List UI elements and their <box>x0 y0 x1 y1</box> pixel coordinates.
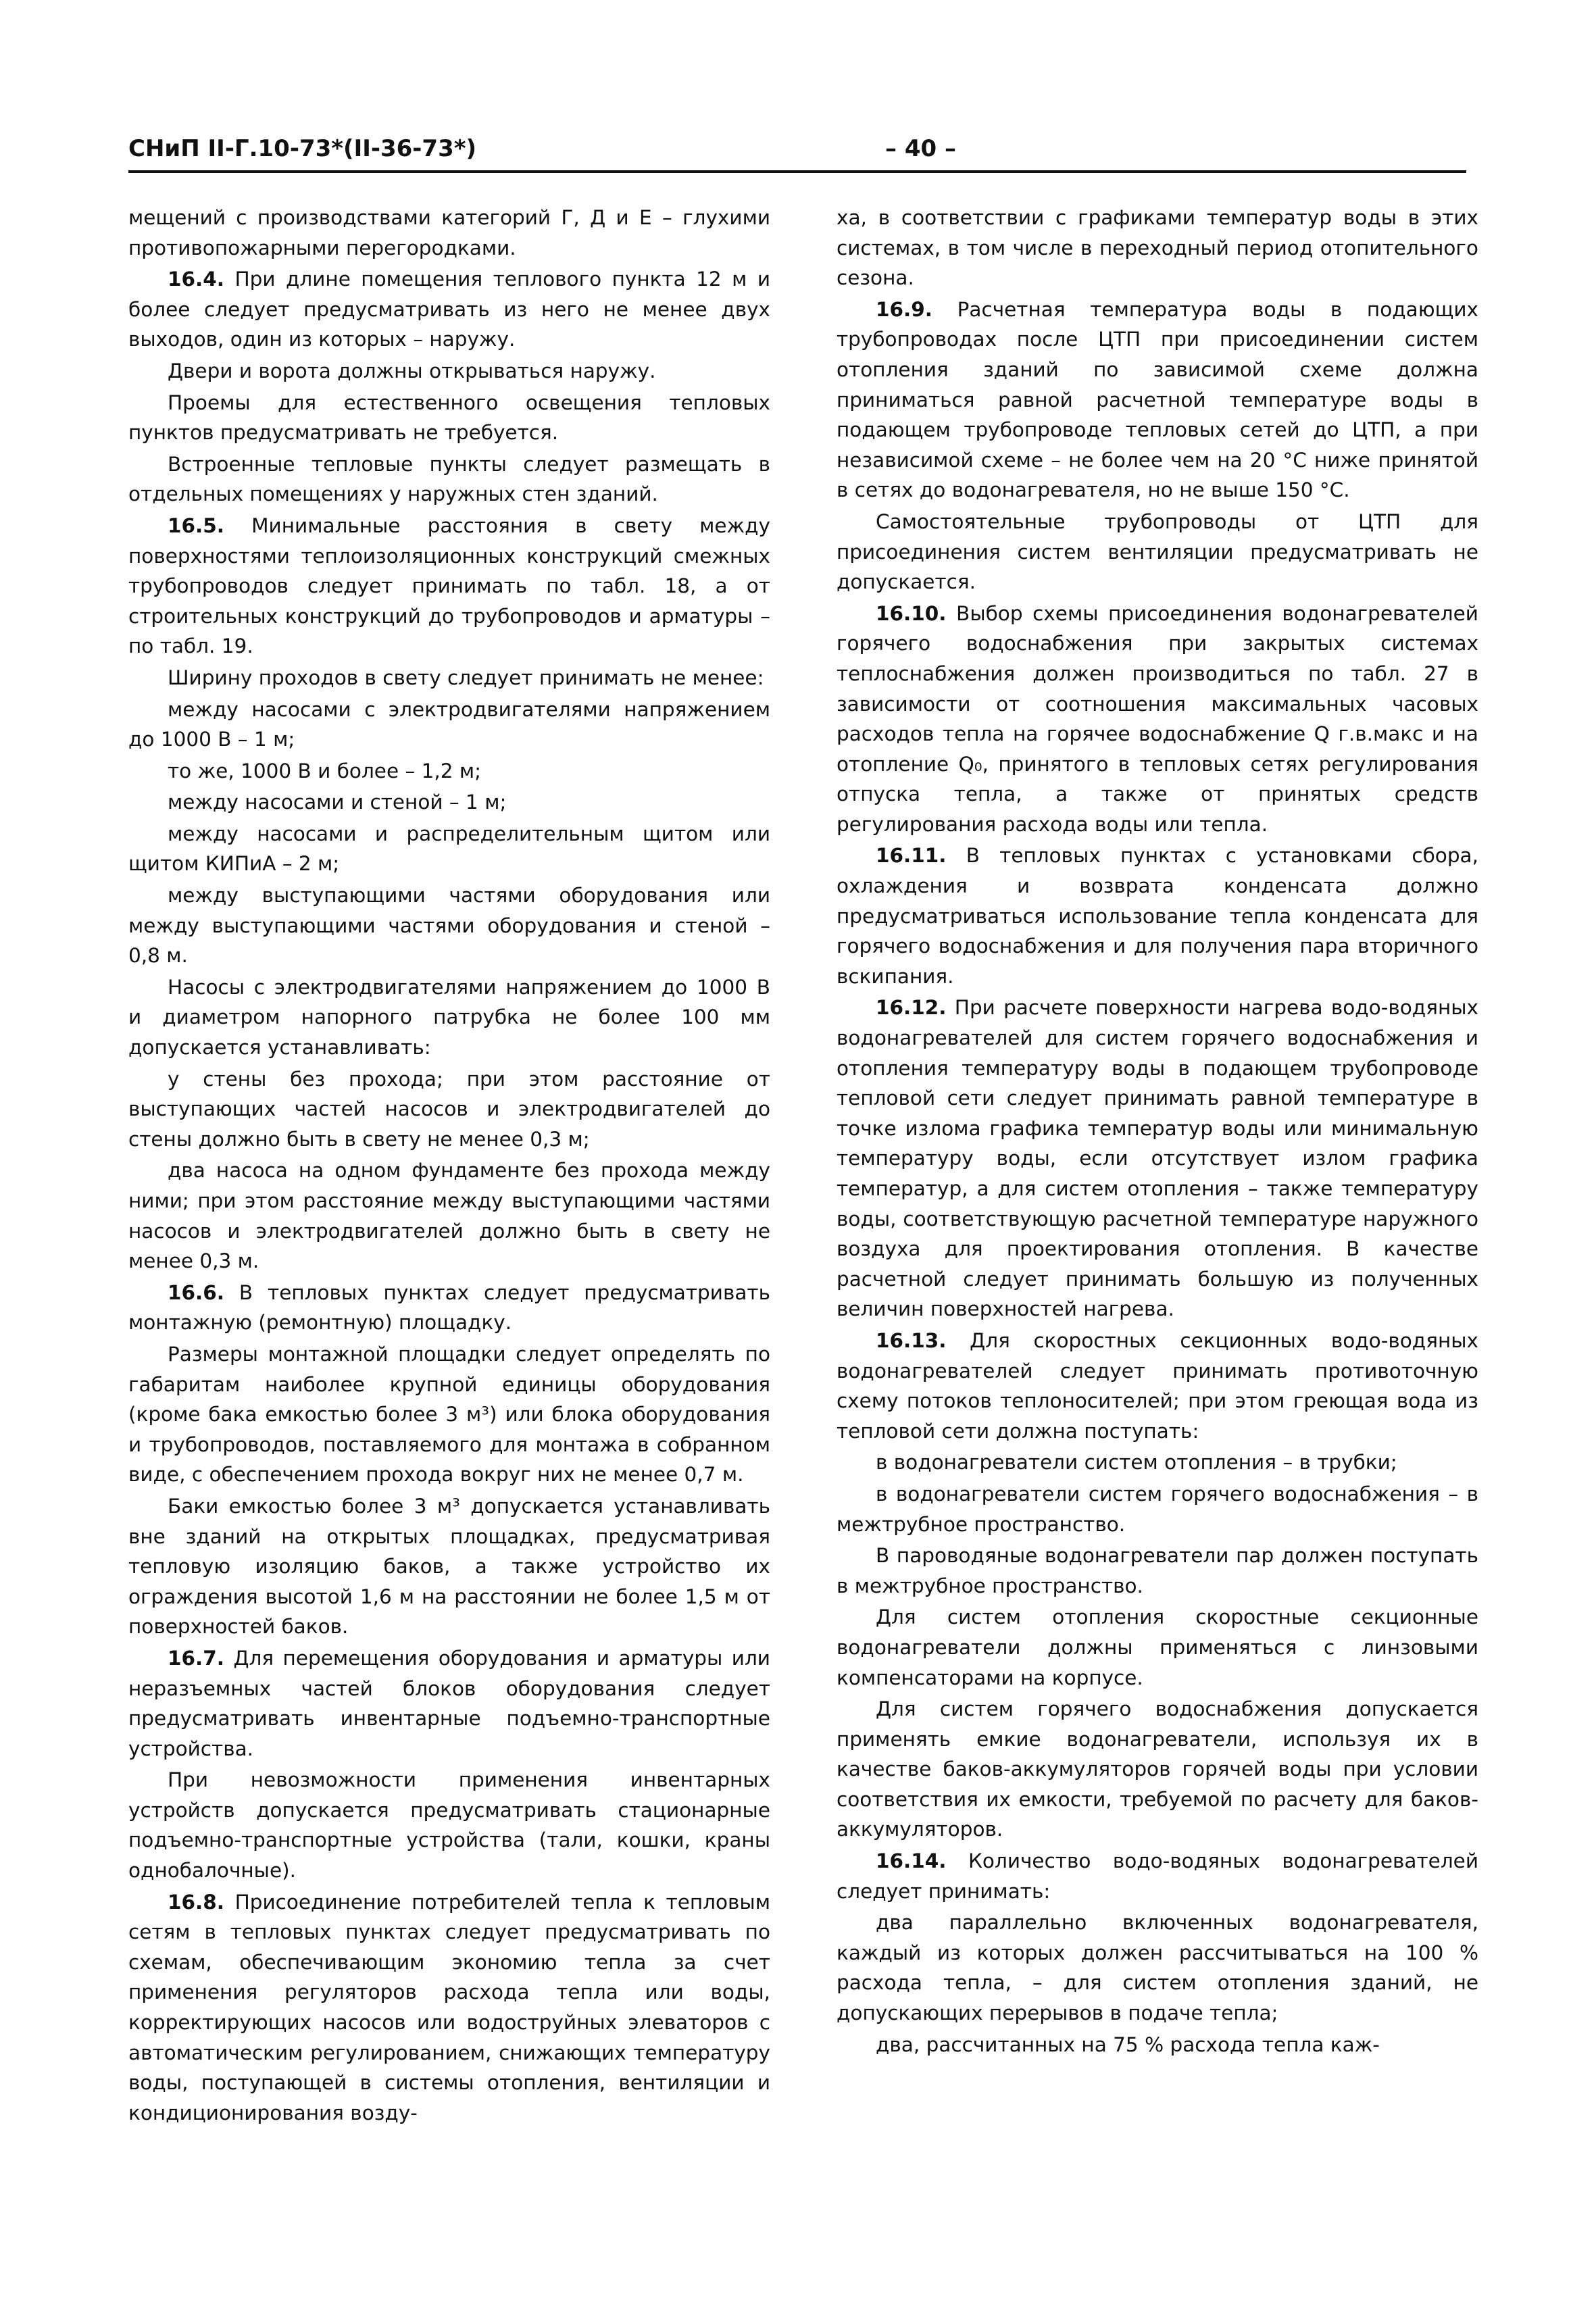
paragraph-text: Двери и ворота должны открываться наружу. <box>168 359 656 382</box>
paragraph-text: в водонагреватели систем отопления – в трубки; <box>876 1451 1397 1474</box>
clause-number: 16.11. <box>876 844 947 868</box>
clause-number: 16.6. <box>168 1280 224 1304</box>
paragraph-text: При длине помещения теплового пункта 12 м и более следует предусматривать из него не менее двух выходов, один из которых – наружу. <box>128 268 770 351</box>
page-header <box>128 128 1466 169</box>
paragraph <box>837 841 1478 991</box>
paragraph <box>128 1064 770 1155</box>
clause-number: 16.14. <box>876 1849 947 1873</box>
paragraph <box>837 1846 1478 1906</box>
paragraph-text: Ширину проходов в свету следует принимать не менее: <box>168 666 764 689</box>
paragraph-text: то же, 1000 В и более – 1,2 м; <box>168 759 482 782</box>
paragraph <box>128 1155 770 1276</box>
paragraph-text: При расчете поверхности нагрева водо-водяных водонагревателей для систем горячего водоснабжения и отопления температуру воды в подающем трубопроводе тепловой сети следует принимать равной температуре в точке излома графика температур воды или минимальную температуру воды, если отсутствует излом графика температур, а для систем отопления – также температуру воды, соответствующую расчетной температуре наружного воздуха для проектирования отопления. В качестве расчетной следует принимать большую из полученных величин поверхностей нагрева. <box>837 996 1478 1321</box>
paragraph <box>837 203 1478 293</box>
paragraph <box>837 1908 1478 2028</box>
paragraph <box>837 2030 1478 2060</box>
paragraph <box>128 388 770 448</box>
paragraph-text: между насосами и распределительным щитом или щитом КИПиА – 2 м; <box>128 822 770 876</box>
paragraph <box>837 993 1478 1324</box>
paragraph-text: Размеры монтажной площадки следует определять по габаритам наиболее крупной единицы оборудования (кроме бака емкостью более 3 м³) или блока оборудования и трубопроводов, поставляемого для монтажа в собранном виде, с обеспечением прохода вокруг них не менее 0,7 м. <box>128 1342 770 1487</box>
clause-number: 16.10. <box>876 601 947 625</box>
paragraph-text: Проемы для естественного освещения тепловых пунктов предусматривать не требуется. <box>128 391 770 445</box>
paragraph <box>128 1339 770 1490</box>
document-code: СНиП II-Г.10-73*(II-36-73*) <box>128 135 477 162</box>
paragraph <box>837 1447 1478 1478</box>
right-column <box>837 203 1478 2061</box>
paragraph-text: Минимальные расстояния в свету между поверхностями теплоизоляционных конструкций смежных трубопроводов следует принимать по табл. 18, а от строительных конструкций до трубопроводов и арматуры – по табл. 19. <box>128 514 770 658</box>
paragraph-text: два, рассчитанных на 75 % расхода тепла каж- <box>876 2033 1380 2056</box>
paragraph-text: два насоса на одном фундаменте без прохода между ними; при этом расстояние между выступающими частями насосов и электродвигателей должно быть в свету не менее 0,3 м. <box>128 1159 770 1273</box>
paragraph <box>837 1541 1478 1601</box>
paragraph-text: Для систем горячего водоснабжения допускается применять емкие водонагреватели, используя их в качестве баков-аккумуляторов горячей воды при условии соответствия их емкости, требуемой по расчету для баков-аккумуляторов. <box>837 1697 1478 1841</box>
paragraph-text: Присоединение потребителей тепла к тепловым сетям в тепловых пунктах следует предусматривать по схемам, обеспечивающим экономию тепла за счет применения регуляторов расхода тепла или воды, корректирующих насосов или водоструйных элеваторов с автоматическим регулированием, снижающих температуру воды, поступающей в системы отопления, вентиляции и кондиционирования возду- <box>128 1890 770 2124</box>
clause-number: 16.5. <box>168 514 224 537</box>
clause-number: 16.7. <box>168 1646 224 1670</box>
paragraph <box>128 449 770 509</box>
paragraph-text: между насосами с электродвигателями напряжением до 1000 В – 1 м; <box>128 697 770 751</box>
paragraph <box>128 1491 770 1642</box>
paragraph-text: Выбор схемы присоединения водонагревателей горячего водоснабжения при закрытых системах теплоснабжения должен производиться по табл. 27 в зависимости от соотношения максимальных часовых расходов тепла на горячее водоснабжение Q г.в.макс и на отопление Q₀, принятого в тепловых сетях регулирования отпуска тепла, а также от принятых средств регулирования расхода воды или тепла. <box>837 601 1478 836</box>
paragraph <box>837 1326 1478 1446</box>
paragraph-text: Встроенные тепловые пункты следует размещать в отдельных помещениях у наружных стен зданий. <box>128 452 770 506</box>
paragraph <box>128 264 770 355</box>
paragraph <box>128 356 770 387</box>
paragraph-text: мещений с производствами категорий Г, Д и Е – глухими противопожарными перегородками. <box>128 206 770 259</box>
paragraph-text: Для перемещения оборудования и арматуры или неразъемных частей блоков оборудования следует предусматривать инвентарные подъемно-транспортные устройства. <box>128 1646 770 1760</box>
paragraph <box>837 1479 1478 1539</box>
clause-number: 16.8. <box>168 1890 224 1914</box>
paragraph <box>128 1643 770 1764</box>
paragraph <box>128 663 770 693</box>
paragraph <box>128 819 770 879</box>
paragraph <box>837 507 1478 597</box>
left-column <box>128 203 770 2129</box>
clause-number: 16.9. <box>876 297 932 321</box>
paragraph-text: в водонагреватели систем горячего водоснабжения – в межтрубное пространство. <box>837 1482 1478 1536</box>
paragraph <box>837 1602 1478 1693</box>
paragraph-text: Баки емкостью более 3 м³ допускается устанавливать вне зданий на открытых площадках, предусматривая тепловую изоляцию баков, а также устройство их ограждения высотой 1,6 м на расстоянии не более 1,5 м от поверхностей баков. <box>128 1494 770 1639</box>
paragraph <box>128 756 770 787</box>
paragraph-text: между выступающими частями оборудования или между выступающими частями оборудования и стеной – 0,8 м. <box>128 884 770 968</box>
paragraph <box>128 880 770 971</box>
paragraph-text: В тепловых пунктах с установками сбора, охлаждения и возврата конденсата должно предусматриваться использование тепла конденсата для горячего водоснабжения и для получения пара вторичного вскипания. <box>837 844 1478 988</box>
paragraph-text: В пароводяные водонагреватели пар должен поступать в межтрубное пространство. <box>837 1544 1478 1597</box>
paragraph-text: Насосы с электродвигателями напряжением до 1000 В и диаметром напорного патрубка не более 100 мм допускается устанавливать: <box>128 975 770 1060</box>
paragraph-text: два параллельно включенных водонагревателя, каждый из которых должен рассчитываться на 100 % расхода тепла, – для систем отопления зданий, не допускающих перерывов в подаче тепла; <box>837 1911 1478 2025</box>
paragraph <box>128 203 770 263</box>
paragraph-text: Расчетная температура воды в подающих трубопроводах после ЦТП при присоединении систем отопления зданий по зависимой схеме должна приниматься равной расчетной температуре воды в подающем трубопроводе тепловых сетей до ЦТП, а при независимой схеме – не более чем на 20 °С ниже принятой в сетях до водонагревателя, но не выше 150 °С. <box>837 297 1478 502</box>
paragraph <box>128 1765 770 1885</box>
clause-number: 16.12. <box>876 996 947 1020</box>
paragraph-text: Количество водо-водяных водонагревателей следует принимать: <box>837 1849 1478 1903</box>
paragraph-text: Самостоятельные трубопроводы от ЦТП для присоединения систем вентиляции предусматривать не допускается. <box>837 509 1478 594</box>
paragraph-text: Для систем отопления скоростные секционные водонагреватели должны применяться с линзовыми компенсаторами на корпусе. <box>837 1605 1478 1689</box>
paragraph-text: у стены без прохода; при этом расстояние от выступающих частей насосов и электродвигателей до стены должно быть в свету не менее 0,3 м; <box>128 1067 770 1151</box>
clause-number: 16.4. <box>168 268 224 291</box>
header-rule <box>128 170 1466 173</box>
paragraph <box>128 1887 770 2129</box>
paragraph-text: В тепловых пунктах следует предусматривать монтажную (ремонтную) площадку. <box>128 1280 770 1335</box>
paragraph-text: При невозможности применения инвентарных устройств допускается предусматривать стационарные подъемно-транспортные устройства (тали, кошки, краны однобалочные). <box>128 1768 770 1883</box>
page-number: – 40 – <box>885 135 956 162</box>
paragraph <box>128 787 770 818</box>
paragraph <box>837 1694 1478 1845</box>
paragraph-text: Для скоростных секционных водо-водяных водонагревателей следует принимать противоточную схему потоков теплоносителей; при этом греющая вода из тепловой сети должна поступать: <box>837 1328 1478 1443</box>
paragraph <box>837 295 1478 505</box>
paragraph <box>128 695 770 755</box>
paragraph-text: между насосами и стеной – 1 м; <box>168 791 507 814</box>
paragraph-text: ха, в соответствии с графиками температур воды в этих системах, в том числе в переходный период отопительного сезона. <box>837 206 1478 290</box>
paragraph <box>837 599 1478 840</box>
paragraph <box>128 511 770 662</box>
clause-number: 16.13. <box>876 1328 947 1352</box>
paragraph <box>128 972 770 1063</box>
paragraph <box>128 1278 770 1338</box>
